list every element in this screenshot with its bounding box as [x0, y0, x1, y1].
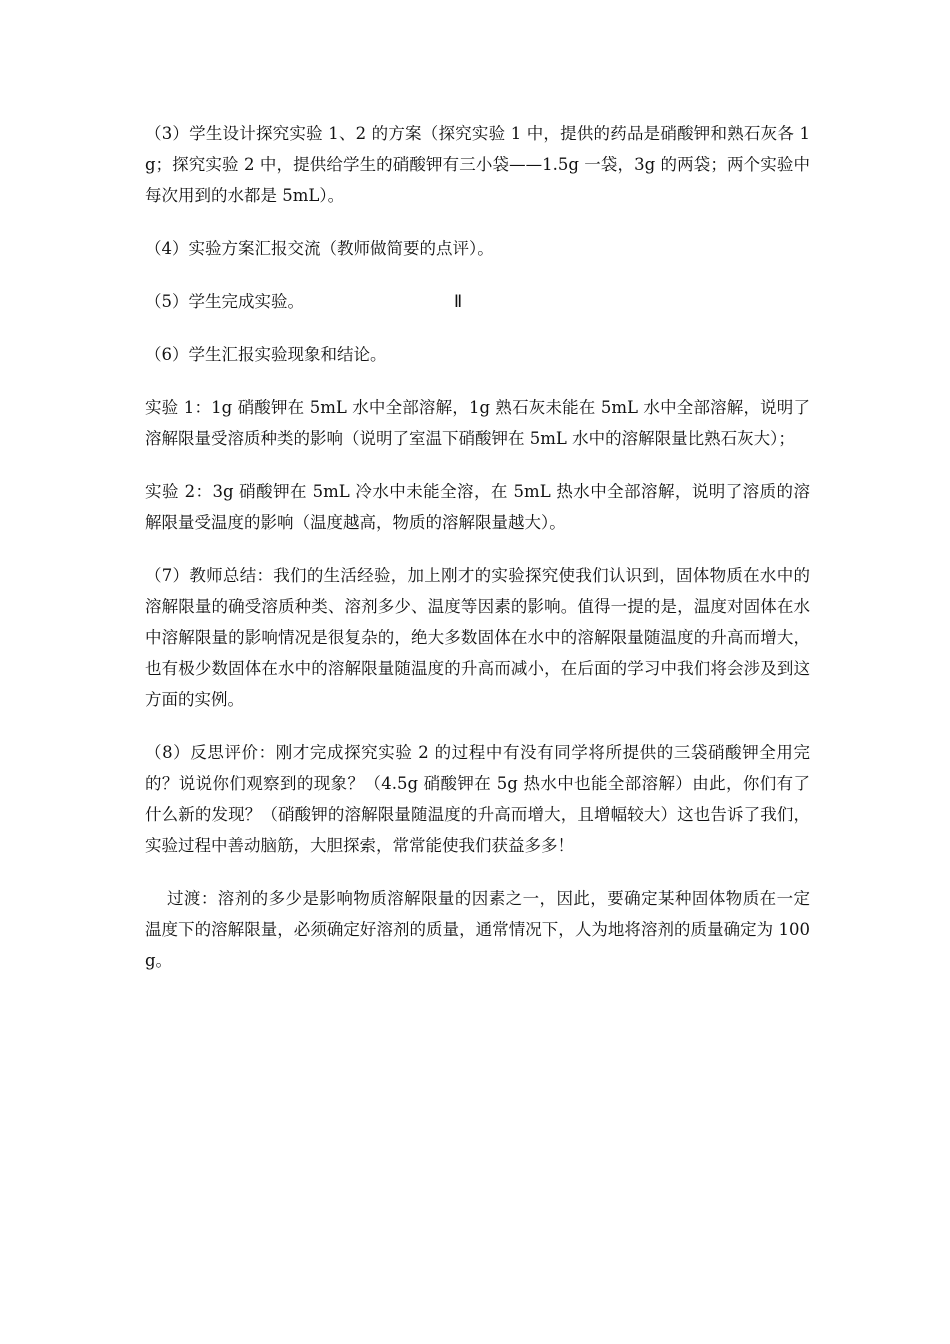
- paragraph-step-7: （7）教师总结：我们的生活经验，加上刚才的实验探究使我们认识到，固体物质在水中的溶解限量的确受溶质种类、溶剂多少、温度等因素的影响。值得一提的是，温度对固体在水中溶解限量的影响情况是很复杂的，绝大多数固体在水中的溶解限量随温度的升高而增大，也有极少数固体在水中的溶解限量随温度的升高而减小，在后面的学习中我们将会涉及到这方面的实例。: [145, 566, 810, 709]
- paragraph-experiment-2: 实验 2：3g 硝酸钾在 5mL 冷水中未能全溶，在 5mL 热水中全部溶解，说明了溶质的溶解限量受温度的影响（温度越高，物质的溶解限量越大）。: [145, 482, 810, 532]
- paragraph-experiment-1: 实验 1：1g 硝酸钾在 5mL 水中全部溶解，1g 熟石灰未能在 5mL 水中全部溶解，说明了溶解限量受溶质种类的影响（说明了室温下硝酸钾在 5mL 水中的溶解限量比熟石灰大）；: [145, 398, 810, 448]
- paragraph-transition: 过渡：溶剂的多少是影响物质溶解限量的因素之一，因此，要确定某种固体物质在一定温度下的溶解限量，必须确定好溶剂的质量，通常情况下，人为地将溶剂的质量确定为 100g。: [145, 889, 810, 970]
- paragraph-step-5: [145, 286, 810, 317]
- paragraph-step-3: （3）学生设计探究实验 1、2 的方案（探究实验 1 中，提供的药品是硝酸钾和熟石灰各 1g；探究实验 2 中，提供给学生的硝酸钾有三小袋——1.5g 一袋，3g 的两袋；两个实验中每次用到的水都是 5mL）。: [145, 124, 810, 205]
- roman-numeral-mark: Ⅱ: [454, 292, 463, 311]
- paragraph-step-6: （6）学生汇报实验现象和结论。: [145, 345, 387, 364]
- paragraph-step-4: （4）实验方案汇报交流（教师做简要的点评）。: [145, 239, 494, 258]
- step-5-text: （5）学生完成实验。: [145, 292, 304, 311]
- paragraph-step-8: （8）反思评价：刚才完成探究实验 2 的过程中有没有同学将所提供的三袋硝酸钾全用完的？说说你们观察到的现象？（4.5g 硝酸钾在 5g 热水中也能全部溶解）由此，你们有了什么新的发现？（硝酸钾的溶解限量随温度的升高而增大，且增幅较大）这也告诉了我们，实验过程中善动脑筋，大胆探索，常常能使我们获益多多！: [145, 743, 810, 855]
- document-page: [145, 118, 810, 998]
